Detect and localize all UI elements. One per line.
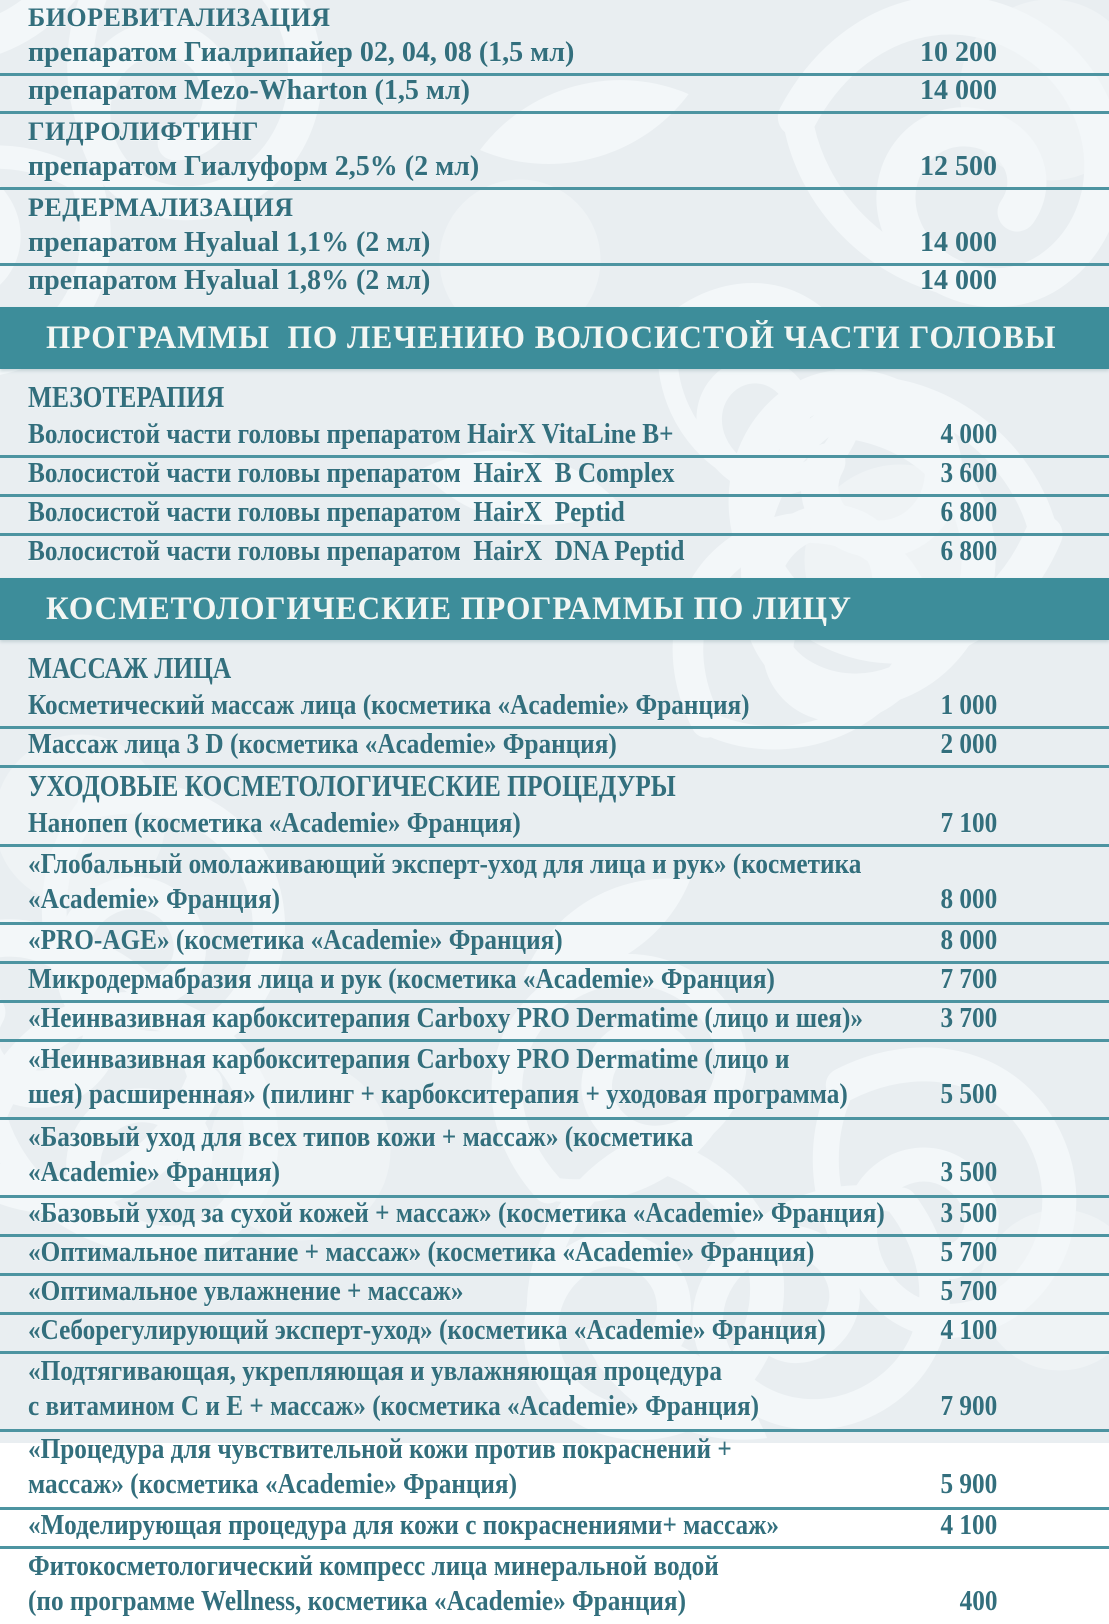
service-price-text: 2 000 <box>940 728 997 760</box>
section-banner-label: КОСМЕТОЛОГИЧЕСКИЕ ПРОГРАММЫ ПО ЛИЦУ <box>46 590 852 627</box>
subsection-header <box>0 0 1109 38</box>
service-price <box>767 964 1109 999</box>
price-row <box>0 964 1109 1003</box>
service-price <box>767 266 1109 300</box>
service-name-text: «Оптимальное увлажнение + массаж» <box>28 1275 464 1307</box>
price-row <box>0 1354 1109 1432</box>
service-price-text: 5 700 <box>940 1275 997 1307</box>
service-name <box>0 690 767 725</box>
service-name <box>0 266 767 300</box>
service-name-text: препаратом Hyalual 1,1% (2 мл) <box>28 227 431 258</box>
service-price <box>767 1391 1109 1426</box>
service-price <box>767 808 1109 843</box>
service-name-text: Волосистой части головы препаратом HairX B Complex <box>28 457 675 489</box>
price-row <box>0 458 1109 497</box>
service-name-text: препаратом Hyalual 1,8% (2 мл) <box>28 265 431 296</box>
service-name-text: «Базовый уход за сухой кожей + массаж» (косметика «Academie» Франция) <box>28 1197 885 1229</box>
service-price <box>767 38 1109 72</box>
service-name-text: Волосистой части головы препаратом HairX DNA Peptid <box>28 535 685 567</box>
price-row <box>0 925 1109 964</box>
subsection-header-label: УХОДОВЫЕ КОСМЕТОЛОГИЧЕСКИЕ ПРОЦЕДУРЫ <box>28 768 676 803</box>
subsection-header <box>0 114 1109 152</box>
service-name-text: Волосистой части головы препаратом HairX VitaLine B+ <box>28 418 674 450</box>
service-price <box>767 1586 1109 1621</box>
service-price <box>767 419 1109 454</box>
service-price-text: 5 500 <box>940 1078 997 1110</box>
price-row <box>0 1432 1109 1510</box>
service-price-text: 7 900 <box>940 1390 997 1422</box>
service-price <box>767 536 1109 571</box>
service-name-text: «Academie» Франция) <box>28 1156 281 1188</box>
subsection-header-label: МАССАЖ ЛИЦА <box>28 650 232 685</box>
service-name-text: «Оптимальное питание + массаж» (косметика «Academie» Франция) <box>28 1236 815 1268</box>
subsection-header-label: ГИДРОЛИФТИНГ <box>28 117 259 146</box>
service-name-text: «Глобальный омолаживающий эксперт-уход для лица и рук» (косметика <box>28 848 862 880</box>
service-price <box>767 884 1109 919</box>
service-name-text: Косметический массаж лица (косметика «Academie» Франция) <box>28 689 750 721</box>
service-name-text: Нанопеп (косметика «Academie» Франция) <box>28 807 521 839</box>
service-name <box>0 76 767 110</box>
service-price-text: 5 700 <box>940 1236 997 1268</box>
price-row <box>0 690 1109 729</box>
section-banner <box>0 578 1109 640</box>
service-name <box>0 1002 863 1038</box>
service-price-text: 10 200 <box>920 37 997 68</box>
price-row <box>0 228 1109 266</box>
service-name-text: Массаж лица 3 D (косметика «Academie» Франция) <box>28 728 617 760</box>
price-row <box>0 1042 1109 1120</box>
service-name <box>0 419 767 454</box>
service-price-text: 14 000 <box>920 265 997 296</box>
service-name <box>0 1122 767 1192</box>
service-price-text: 6 800 <box>940 496 997 528</box>
service-price-text: 3 500 <box>940 1197 997 1229</box>
price-row <box>0 497 1109 536</box>
service-name-text: «Неинвазивная карбокситерапия Carboxy PRO Dermatime (лицо и шея)» <box>28 1002 863 1034</box>
subsection-header-label: РЕДЕРМАЛИЗАЦИЯ <box>28 193 294 222</box>
service-price <box>767 1510 1109 1545</box>
price-row <box>0 266 1109 301</box>
service-name-text: Волосистой части головы препаратом HairX Peptid <box>28 496 625 528</box>
service-price-text: 4 100 <box>940 1509 997 1541</box>
price-row <box>0 419 1109 458</box>
service-price <box>767 1469 1109 1504</box>
service-name-text: «PRO-AGE» (косметика «Academie» Франция) <box>28 924 563 956</box>
service-price <box>767 152 1109 186</box>
service-price-text: 6 800 <box>940 535 997 567</box>
price-row <box>0 1276 1109 1315</box>
service-name-text: препаратом Гиалрипайер 02, 04, 08 (1,5 мл) <box>28 37 575 68</box>
service-name <box>0 963 775 999</box>
price-row <box>0 38 1109 76</box>
service-name-text: Фитокосметологический компресс лица минеральной водой <box>28 1550 719 1582</box>
service-name <box>0 458 767 493</box>
subsection-header-label: МЕЗОТЕРАПИЯ <box>28 379 225 414</box>
service-name <box>0 808 767 843</box>
service-name <box>0 925 767 960</box>
price-row <box>0 1510 1109 1549</box>
service-price-text: 4 000 <box>940 418 997 450</box>
service-price <box>767 497 1109 532</box>
price-row <box>0 729 1109 768</box>
service-price-text: 7 100 <box>940 807 997 839</box>
service-name <box>0 1197 885 1233</box>
service-price <box>767 1237 1109 1272</box>
service-name-text: «Процедура для чувствительной кожи против покраснений + <box>28 1433 732 1465</box>
service-price-text: 4 100 <box>940 1314 997 1346</box>
service-name-text: «Подтягивающая, укрепляющая и увлажняющая процедура <box>28 1355 722 1387</box>
service-price-text: 8 000 <box>940 883 997 915</box>
service-name-text: препаратом Mezo-Wharton (1,5 мл) <box>28 75 470 106</box>
service-price-text: 5 900 <box>940 1468 997 1500</box>
service-name <box>0 38 767 72</box>
service-name-text: (по программе Wellness, косметика «Academie» Франция) <box>28 1585 686 1617</box>
price-row <box>0 1003 1109 1042</box>
price-row <box>0 1120 1109 1198</box>
subsection-header <box>0 768 1109 808</box>
service-price-text: 8 000 <box>940 924 997 956</box>
service-name <box>0 497 767 532</box>
service-price-text: 14 000 <box>920 227 997 258</box>
price-row <box>0 847 1109 925</box>
service-name <box>0 729 767 764</box>
service-price <box>767 1157 1109 1192</box>
service-name <box>0 848 862 919</box>
service-price-text: 1 000 <box>940 689 997 721</box>
subsection-header <box>0 650 1109 690</box>
service-price <box>767 690 1109 725</box>
section-banner <box>0 307 1109 369</box>
service-price-text: 3 500 <box>940 1156 997 1188</box>
service-name <box>0 1434 767 1504</box>
service-name-text: с витамином С и Е + массаж» (косметика «Academie» Франция) <box>28 1390 760 1422</box>
service-name-text: «Academie» Франция) <box>28 883 281 915</box>
service-price <box>767 76 1109 110</box>
price-row <box>0 1198 1109 1237</box>
service-price-text: 12 500 <box>920 151 997 182</box>
price-row <box>0 152 1109 190</box>
price-row <box>0 1315 1109 1354</box>
service-name <box>0 228 767 262</box>
service-name <box>0 1236 815 1272</box>
service-name <box>0 152 767 186</box>
service-price-text: 7 700 <box>940 963 997 995</box>
service-name-text: препаратом Гиалуформ 2,5% (2 мл) <box>28 151 480 182</box>
service-name-text: «Себорегулирующий эксперт-уход» (косметика «Academie» Франция) <box>28 1314 826 1346</box>
service-name-text: шея) расширенная» (пилинг + карбокситерапия + уходовая программа) <box>28 1078 848 1110</box>
price-row <box>0 1549 1109 1624</box>
service-price <box>767 1276 1109 1311</box>
service-name <box>0 1276 767 1311</box>
price-row <box>0 808 1109 847</box>
service-price <box>767 925 1109 960</box>
service-price <box>767 729 1109 764</box>
service-price-text: 14 000 <box>920 75 997 106</box>
service-price-text: 400 <box>959 1585 997 1617</box>
service-name <box>0 1551 767 1621</box>
price-row <box>0 76 1109 114</box>
service-price-text: 3 700 <box>940 1002 997 1034</box>
service-name-text: массаж» (косметика «Academie» Франция) <box>28 1468 517 1500</box>
subsection-header-label: БИОРЕВИТАЛИЗАЦИЯ <box>28 3 331 32</box>
service-price-text: 3 600 <box>940 457 997 489</box>
service-name-text: «Моделирующая процедура для кожи с покраснениями+ массаж» <box>28 1509 779 1541</box>
subsection-header <box>0 379 1109 419</box>
section-banner-label: ПРОГРАММЫ ПО ЛЕЧЕНИЮ ВОЛОСИСТОЙ ЧАСТИ ГОЛОВЫ <box>46 319 1057 356</box>
service-name <box>0 1043 848 1114</box>
service-name-text: «Базовый уход для всех типов кожи + массаж» (косметика <box>28 1121 694 1153</box>
service-name <box>0 1509 779 1545</box>
service-name-text: «Неинвазивная карбокситерапия Carboxy PRO Dermatime (лицо и <box>28 1043 790 1075</box>
service-price <box>767 228 1109 262</box>
service-name <box>0 536 767 571</box>
price-row <box>0 536 1109 572</box>
price-row <box>0 1237 1109 1276</box>
service-name-text: Микродермабразия лица и рук (косметика «Academie» Франция) <box>28 963 775 995</box>
service-name <box>0 1314 826 1350</box>
service-name <box>0 1356 767 1426</box>
service-price <box>767 458 1109 493</box>
subsection-header <box>0 190 1109 228</box>
